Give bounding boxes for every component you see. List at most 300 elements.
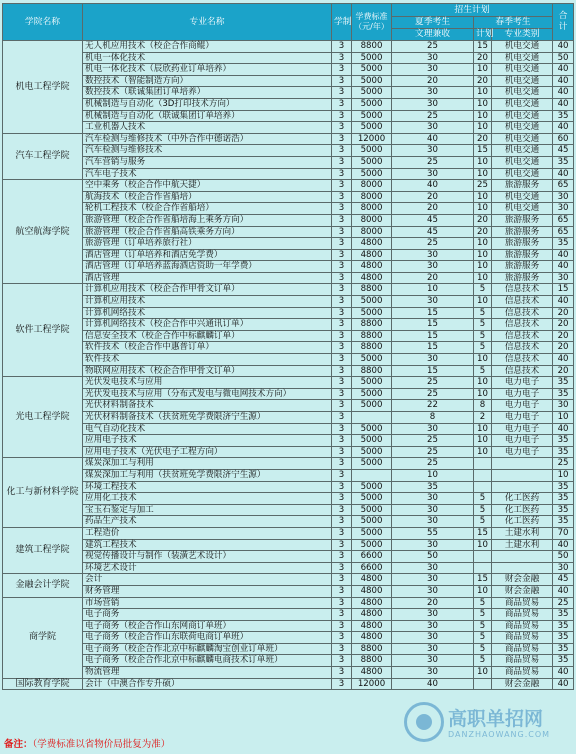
spring-category-cell: 机电交通 [492,122,553,134]
major-cell: 电子商务（校企合作山东网商订单班） [83,620,332,632]
spring-category-cell: 机电交通 [492,52,553,64]
major-cell: 软件技术（校企合作中惠普订单） [83,342,332,354]
major-cell: 旅游管理（校企合作省船培海上乘务方向） [83,214,332,226]
major-cell: 机械制造与自动化（联诚集团订单培养） [83,110,332,122]
major-cell: 机电一体化技术 [83,52,332,64]
spring-plan-cell: 8 [474,400,492,412]
major-cell: 电子商务 [83,609,332,621]
table-row [3,377,574,389]
total-cell: 60 [553,133,574,145]
summer-plan-cell: 30 [392,64,474,76]
years-cell: 3 [332,516,352,528]
years-cell: 3 [332,249,352,261]
major-cell: 汽车检测与维修技术（中外合作中德诺浩） [83,133,332,145]
years-cell: 3 [332,296,352,308]
school-name-cell: 化工与新材料学院 [3,458,83,528]
header-major: 专业名称 [83,4,332,41]
total-cell: 40 [553,41,574,53]
total-cell: 35 [553,238,574,250]
total-cell: 35 [553,632,574,644]
years-cell: 3 [332,110,352,122]
fee-cell: 4800 [352,632,392,644]
total-cell: 35 [553,377,574,389]
spring-plan-cell: 10 [474,296,492,308]
major-cell: 计算机应用技术（校企合作甲骨文订单） [83,284,332,296]
fee-cell: 6600 [352,551,392,563]
summer-plan-cell: 30 [392,354,474,366]
years-cell: 3 [332,191,352,203]
major-cell: 工业机器人技术 [83,122,332,134]
spring-plan-cell: 10 [474,377,492,389]
major-cell: 机械制造与自动化（3D打印技术方向） [83,98,332,110]
fee-cell: 5000 [352,446,392,458]
years-cell: 3 [332,64,352,76]
years-cell: 3 [332,133,352,145]
fee-cell: 4800 [352,261,392,273]
spring-category-cell: 电力电子 [492,412,553,424]
fee-cell: 5000 [352,481,392,493]
table-row [3,272,574,284]
major-cell: 光伏发电技术与应用（分布式发电与微电网技术方向） [83,388,332,400]
major-cell: 酒店管理 [83,272,332,284]
school-name-cell: 机电工程学院 [3,41,83,134]
spring-plan-cell: 2 [474,412,492,424]
summer-plan-cell: 30 [392,168,474,180]
summer-plan-cell: 40 [392,180,474,192]
total-cell: 30 [553,203,574,215]
spring-plan-cell: 10 [474,98,492,110]
total-cell: 35 [553,446,574,458]
spring-plan-cell: 5 [474,609,492,621]
table-row [3,168,574,180]
years-cell: 3 [332,156,352,168]
fee-cell: 4800 [352,609,392,621]
years-cell: 3 [332,458,352,470]
spring-category-cell: 机电交通 [492,110,553,122]
total-cell: 30 [553,272,574,284]
total-cell: 45 [553,145,574,157]
table-row [3,238,574,250]
years-cell: 3 [332,504,352,516]
summer-plan-cell: 25 [392,377,474,389]
spring-plan-cell: 25 [474,180,492,192]
spring-category-cell: 化工医药 [492,516,553,528]
years-cell: 3 [332,678,352,690]
spring-category-cell: 信息技术 [492,284,553,296]
spring-category-cell: 电力电子 [492,435,553,447]
total-cell: 65 [553,214,574,226]
footnote-text: （学费标准以省物价局批复为准） [32,739,171,750]
years-cell: 3 [332,145,352,157]
spring-category-cell: 机电交通 [492,156,553,168]
table-row [3,400,574,412]
spring-plan-cell [474,562,492,574]
major-cell: 应用化工技术 [83,493,332,505]
fee-cell: 8800 [352,342,392,354]
header-spring-plan: 计划 [474,29,492,41]
years-cell: 3 [332,180,352,192]
fee-cell: 4800 [352,249,392,261]
summer-plan-cell: 20 [392,272,474,284]
spring-plan-cell: 10 [474,168,492,180]
summer-plan-cell: 22 [392,400,474,412]
spring-plan-cell: 10 [474,249,492,261]
total-cell: 30 [553,562,574,574]
table-row [3,284,574,296]
total-cell: 20 [553,365,574,377]
fee-cell: 5000 [352,75,392,87]
spring-category-cell: 土建水利 [492,527,553,539]
years-cell: 3 [332,330,352,342]
table-row [3,319,574,331]
table-row [3,122,574,134]
fee-cell: 5000 [352,52,392,64]
spring-category-cell: 商品贸易 [492,632,553,644]
major-cell: 旅游管理（订单培养旅行社） [83,238,332,250]
years-cell: 3 [332,203,352,215]
school-name-cell: 光电工程学院 [3,377,83,458]
summer-plan-cell: 40 [392,678,474,690]
fee-cell: 5000 [352,435,392,447]
spring-category-cell: 机电交通 [492,168,553,180]
years-cell: 3 [332,481,352,493]
total-cell: 40 [553,296,574,308]
spring-plan-cell: 15 [474,41,492,53]
total-cell: 35 [553,609,574,621]
years-cell: 3 [332,365,352,377]
summer-plan-cell: 15 [392,330,474,342]
summer-plan-cell: 25 [392,435,474,447]
fee-cell: 4800 [352,272,392,284]
header-total: 合计 [553,4,574,41]
total-cell: 25 [553,458,574,470]
spring-category-cell: 商品贸易 [492,597,553,609]
header-fee [352,4,392,41]
total-cell: 50 [553,551,574,563]
spring-category-cell: 电力电子 [492,446,553,458]
summer-plan-cell: 25 [392,238,474,250]
summer-plan-cell: 30 [392,574,474,586]
spring-category-cell: 化工医药 [492,504,553,516]
table-row [3,180,574,192]
major-cell: 计算机网络技术（校企合作中兴通讯订单） [83,319,332,331]
spring-category-cell: 旅游服务 [492,238,553,250]
fee-cell: 8800 [352,330,392,342]
table-row [3,98,574,110]
table-row [3,52,574,64]
major-cell: 电气自动化技术 [83,423,332,435]
summer-plan-cell: 55 [392,527,474,539]
school-name-cell: 国际教育学院 [3,678,83,690]
table-row [3,493,574,505]
spring-category-cell: 机电交通 [492,203,553,215]
table-row [3,110,574,122]
table-row [3,249,574,261]
total-cell: 35 [553,110,574,122]
years-cell: 3 [332,423,352,435]
total-cell: 30 [553,191,574,203]
total-cell: 30 [553,400,574,412]
spring-category-cell: 商品贸易 [492,620,553,632]
table-row [3,527,574,539]
table-row [3,539,574,551]
major-cell: 煤炭深加工与利用 [83,458,332,470]
fee-cell: 5000 [352,168,392,180]
fee-cell: 5000 [352,504,392,516]
years-cell: 3 [332,388,352,400]
summer-plan-cell: 30 [392,620,474,632]
summer-plan-cell: 15 [392,307,474,319]
spring-plan-cell: 10 [474,435,492,447]
years-cell: 3 [332,354,352,366]
table-row [3,87,574,99]
spring-category-cell: 旅游服务 [492,180,553,192]
fee-cell: 6600 [352,562,392,574]
table-row [3,75,574,87]
summer-plan-cell: 25 [392,388,474,400]
fee-cell: 8800 [352,41,392,53]
header-school: 学院名称 [3,4,83,41]
fee-cell: 5000 [352,156,392,168]
header-plan: 招生计划 [392,4,553,17]
total-cell: 40 [553,249,574,261]
spring-plan-cell: 5 [474,655,492,667]
spring-category-cell [492,481,553,493]
years-cell: 3 [332,597,352,609]
total-cell: 35 [553,435,574,447]
spring-plan-cell: 5 [474,319,492,331]
summer-plan-cell: 30 [392,516,474,528]
summer-plan-cell: 30 [392,643,474,655]
spring-category-cell: 旅游服务 [492,272,553,284]
fee-cell: 5000 [352,527,392,539]
spring-plan-cell: 10 [474,423,492,435]
table-row [3,678,574,690]
total-cell: 40 [553,122,574,134]
total-cell: 40 [553,75,574,87]
spring-category-cell: 机电交通 [492,41,553,53]
years-cell: 3 [332,284,352,296]
spring-plan-cell: 5 [474,632,492,644]
major-cell: 视觉传播设计与制作（装潢艺术设计） [83,551,332,563]
major-cell: 汽车电子技术 [83,168,332,180]
years-cell: 3 [332,226,352,238]
spring-plan-cell: 5 [474,342,492,354]
summer-plan-cell: 20 [392,597,474,609]
header-years: 学制 [332,4,352,41]
total-cell: 40 [553,87,574,99]
fee-cell [352,412,392,424]
summer-plan-cell: 30 [392,504,474,516]
major-cell: 旅游管理（校企合作省船高铁乘务方向） [83,226,332,238]
years-cell: 3 [332,122,352,134]
total-cell: 40 [553,678,574,690]
fee-cell: 4800 [352,620,392,632]
spring-category-cell: 信息技术 [492,296,553,308]
years-cell: 3 [332,87,352,99]
table-row [3,446,574,458]
total-cell: 40 [553,261,574,273]
table-row [3,504,574,516]
total-cell: 35 [553,620,574,632]
total-cell: 35 [553,643,574,655]
table-row [3,458,574,470]
table-row [3,643,574,655]
spring-plan-cell: 5 [474,365,492,377]
summer-plan-cell: 30 [392,609,474,621]
major-cell: 环境工程技术 [83,481,332,493]
spring-plan-cell: 20 [474,214,492,226]
summer-plan-cell: 20 [392,191,474,203]
years-cell: 3 [332,238,352,250]
fee-cell: 12000 [352,133,392,145]
summer-plan-cell: 30 [392,423,474,435]
summer-plan-cell: 25 [392,446,474,458]
years-cell: 3 [332,168,352,180]
table-row [3,203,574,215]
major-cell: 会计 [83,574,332,586]
fee-cell: 8000 [352,214,392,226]
spring-plan-cell: 15 [474,145,492,157]
spring-plan-cell: 5 [474,643,492,655]
table-row [3,388,574,400]
fee-cell: 5000 [352,458,392,470]
table-row [3,597,574,609]
summer-plan-cell: 30 [392,52,474,64]
summer-plan-cell: 30 [392,145,474,157]
spring-plan-cell: 10 [474,667,492,679]
spring-category-cell: 旅游服务 [492,214,553,226]
summer-plan-cell: 30 [392,493,474,505]
table-row [3,469,574,481]
spring-category-cell: 信息技术 [492,354,553,366]
table-row [3,307,574,319]
summer-plan-cell: 30 [392,655,474,667]
years-cell: 3 [332,272,352,284]
years-cell: 3 [332,41,352,53]
years-cell: 3 [332,446,352,458]
fee-cell: 8000 [352,191,392,203]
major-cell: 市场营销 [83,597,332,609]
fee-cell: 5000 [352,388,392,400]
years-cell: 3 [332,493,352,505]
table-row [3,551,574,563]
enrollment-plan-table [2,3,574,690]
table-row [3,655,574,667]
summer-plan-cell: 25 [392,41,474,53]
spring-category-cell: 信息技术 [492,330,553,342]
header-summer: 夏季考生 [392,17,474,29]
spring-category-cell: 土建水利 [492,539,553,551]
table-row [3,261,574,273]
major-cell: 光伏材料制备技术（扶贫班免学费限济宁生源） [83,412,332,424]
table-row [3,574,574,586]
years-cell: 3 [332,620,352,632]
major-cell: 工程造价 [83,527,332,539]
spring-category-cell [492,469,553,481]
spring-category-cell: 机电交通 [492,75,553,87]
fee-cell: 5000 [352,400,392,412]
spring-category-cell: 机电交通 [492,133,553,145]
total-cell: 15 [553,284,574,296]
major-cell: 物联网应用技术（校企合作甲骨文订单） [83,365,332,377]
spring-plan-cell: 15 [474,527,492,539]
fee-cell: 4800 [352,238,392,250]
table-row [3,365,574,377]
years-cell: 3 [332,400,352,412]
fee-cell: 8800 [352,365,392,377]
fee-cell: 8800 [352,655,392,667]
total-cell: 35 [553,481,574,493]
years-cell: 3 [332,342,352,354]
spring-category-cell: 财会金融 [492,574,553,586]
summer-plan-cell: 15 [392,319,474,331]
spring-plan-cell: 10 [474,203,492,215]
spring-category-cell: 机电交通 [492,145,553,157]
summer-plan-cell: 10 [392,284,474,296]
summer-plan-cell: 8 [392,412,474,424]
spring-plan-cell [474,481,492,493]
years-cell: 3 [332,319,352,331]
summer-plan-cell: 30 [392,539,474,551]
spring-plan-cell [474,458,492,470]
fee-cell: 4800 [352,667,392,679]
total-cell: 25 [553,597,574,609]
spring-category-cell: 电力电子 [492,388,553,400]
total-cell: 40 [553,168,574,180]
watermark [404,700,574,750]
summer-plan-cell: 30 [392,562,474,574]
school-name-cell: 商学院 [3,597,83,678]
years-cell: 3 [332,574,352,586]
total-cell: 35 [553,516,574,528]
total-cell: 40 [553,539,574,551]
spring-plan-cell: 10 [474,354,492,366]
school-name-cell: 汽车工程学院 [3,133,83,179]
major-cell: 无人机应用技术（校企合作商鲲） [83,41,332,53]
spring-category-cell: 信息技术 [492,342,553,354]
major-cell: 宝玉石鉴定与加工 [83,504,332,516]
fee-cell: 4800 [352,574,392,586]
spring-plan-cell: 5 [474,516,492,528]
spring-plan-cell: 5 [474,284,492,296]
spring-plan-cell: 15 [474,574,492,586]
years-cell: 3 [332,435,352,447]
spring-category-cell: 电力电子 [492,377,553,389]
spring-category-cell: 商品贸易 [492,643,553,655]
fee-cell: 5000 [352,423,392,435]
watermark-url: DANZHAOWANG.COM [448,730,551,739]
spring-category-cell: 财会金融 [492,585,553,597]
major-cell: 软件技术 [83,354,332,366]
major-cell: 汽车检测与维修技术 [83,145,332,157]
table-row [3,632,574,644]
table-row [3,562,574,574]
spring-plan-cell: 5 [474,620,492,632]
years-cell: 3 [332,214,352,226]
total-cell: 20 [553,330,574,342]
major-cell: 会计（中澳合作专升硕） [83,678,332,690]
years-cell: 3 [332,377,352,389]
total-cell: 45 [553,574,574,586]
major-cell: 应用电子技术 [83,435,332,447]
major-cell: 信息安全技术（校企合作中标麒麟订单） [83,330,332,342]
spring-category-cell: 化工医药 [492,493,553,505]
major-cell: 计算机网络技术 [83,307,332,319]
spring-plan-cell: 10 [474,238,492,250]
spring-category-cell: 旅游服务 [492,249,553,261]
summer-plan-cell: 20 [392,75,474,87]
